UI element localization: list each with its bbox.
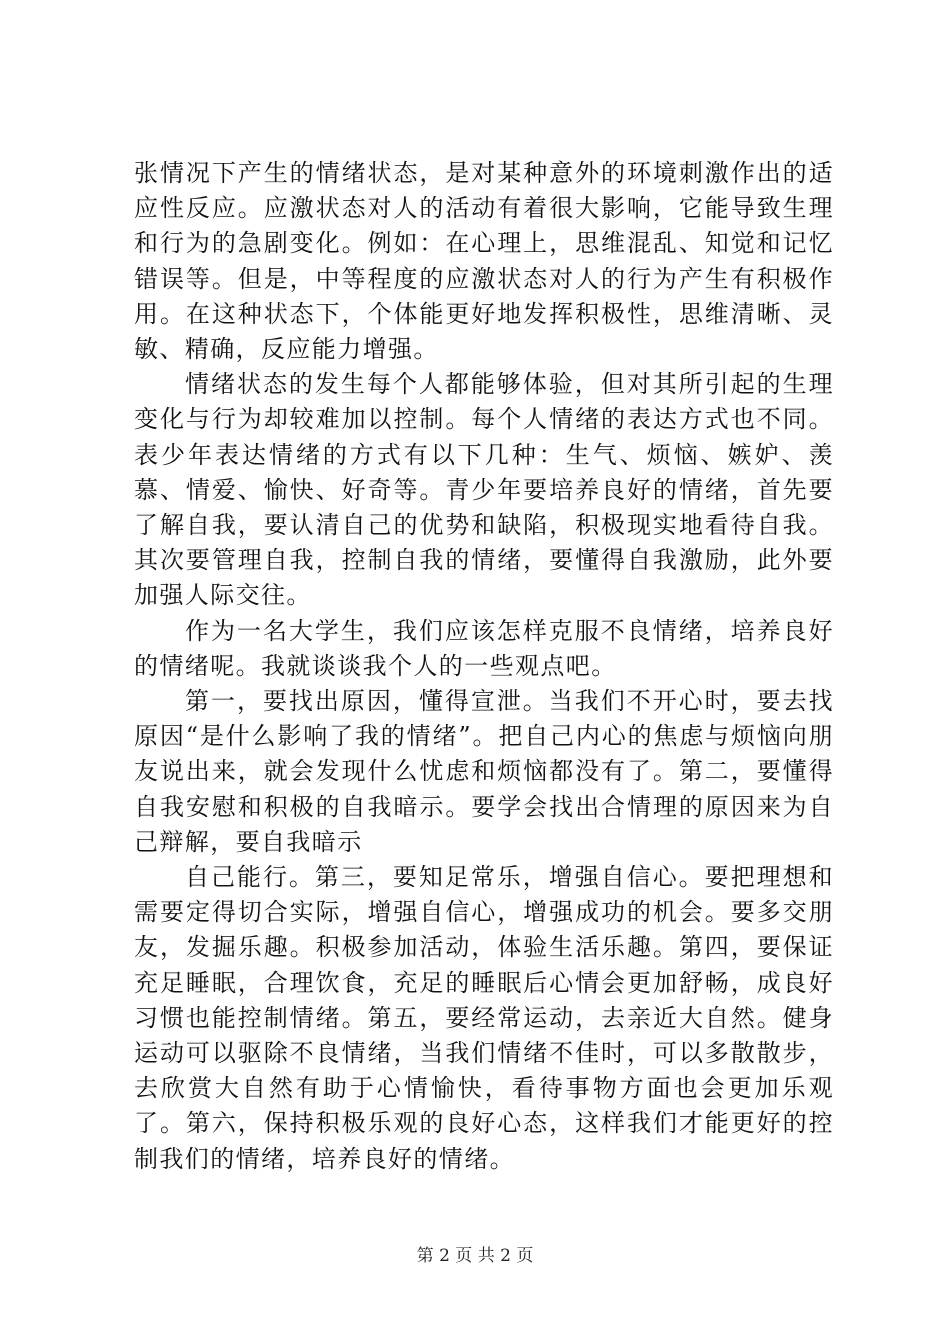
- paragraph-5: 自己能行。第三，要知足常乐，增强自信心。要把理想和需要定得切合实际，增强自信心，增强成功的机会。要多交朋友，发掘乐趣。积极参加活动，体验生活乐趣。第四，要保证充足睡眠，合理饮食，充足的睡眠后心情会更加舒畅，成良好习惯也能控制情绪。第五，要经常运动，去亲近大自然。健身运动可以驱除不良情绪，当我们情绪不佳时，可以多散散步，去欣赏大自然有助于心情愉快，看待事物方面也会更加乐观了。第六，保持积极乐观的良好心态，这样我们才能更好的控制我们的情绪，培养良好的情绪。: [134, 863, 834, 1173]
- document-body: [134, 156, 834, 1177]
- paragraph-1: 张情况下产生的情绪状态，是对某种意外的环境刺激作出的适应性反应。应激状态对人的活动有着很大影响，它能导致生理和行为的急剧变化。例如：在心理上，思维混乱、知觉和记忆错误等。但是，中等程度的应激状态对人的行为产生有积极作用。在这种状态下，个体能更好地发挥积极性，思维清晰、灵敏、精确，反应能力增强。: [134, 159, 834, 364]
- paragraph-4: 第一，要找出原因，懂得宣泄。当我们不开心时，要去找原因“是什么影响了我的情绪”。把自己内心的焦虑与烦恼向朋友说出来，就会发现什么忧虑和烦恼都没有了。第二，要懂得自我安慰和积极的自我暗示。要学会找出合情理的原因来为自己辩解，要自我暗示: [134, 687, 834, 856]
- page-number-footer: 第 2 页 共 2 页: [416, 1246, 534, 1266]
- paragraph-3: 作为一名大学生，我们应该怎样克服不良情绪，培养良好的情绪呢。我就谈谈我个人的一些观点吧。: [134, 616, 834, 680]
- paragraph-2: 情绪状态的发生每个人都能够体验，但对其所引起的生理变化与行为却较难加以控制。每个人情绪的表达方式也不同。表少年表达情绪的方式有以下几种：生气、烦恼、嫉妒、羡慕、情爱、愉快、好奇等。青少年要培养良好的情绪，首先要了解自我，要认清自己的优势和缺陷，积极现实地看待自我。其次要管理自我，控制自我的情绪，要懂得自我激励，此外要加强人际交往。: [134, 370, 834, 610]
